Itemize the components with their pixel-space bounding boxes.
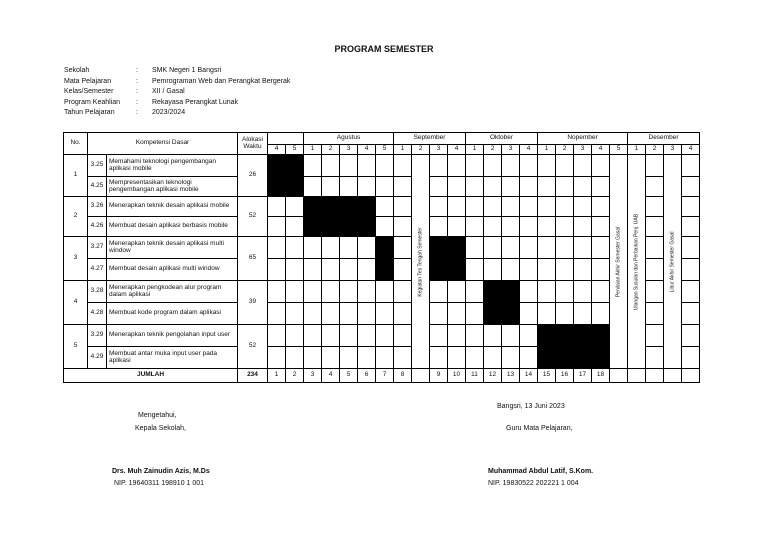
principal-role: Kepala Sekolah,	[135, 425, 186, 432]
week-cell	[394, 303, 412, 325]
week-cell	[268, 303, 286, 325]
header-week: 1	[538, 145, 556, 155]
header-month: Agustus	[304, 133, 394, 145]
competency-text: Membuat antar muka input user pada aplikasi	[107, 347, 238, 369]
acknowledged-label: Mengetahui,	[138, 412, 177, 419]
schedule-block	[484, 281, 520, 325]
week-cell	[268, 259, 286, 281]
header-week: 2	[412, 145, 430, 155]
week-cell	[502, 155, 520, 177]
week-cell	[322, 347, 340, 369]
week-cell	[394, 259, 412, 281]
week-cell	[484, 347, 502, 369]
week-cell	[394, 325, 412, 347]
header-week: 3	[340, 145, 358, 155]
week-cell	[466, 259, 484, 281]
week-cell	[268, 325, 286, 347]
week-cell	[358, 303, 376, 325]
header-week: 1	[466, 145, 484, 155]
week-cell	[646, 177, 664, 197]
week-cell	[502, 177, 520, 197]
week-cell	[556, 217, 574, 237]
week-cell	[484, 217, 502, 237]
header-allocation: Alokasi Waktu	[238, 133, 268, 155]
week-count: 18	[592, 369, 610, 383]
week-cell	[466, 217, 484, 237]
week-count: 9	[430, 369, 448, 383]
week-count: 5	[340, 369, 358, 383]
teacher-name: Muhammad Abdul Latif, S.Kom.	[488, 468, 594, 475]
week-cell	[340, 259, 358, 281]
week-cell	[376, 217, 394, 237]
final-assessment-label	[610, 155, 628, 369]
week-cell	[484, 177, 502, 197]
week-cell	[682, 325, 700, 347]
header-week: 5	[610, 145, 628, 155]
week-cell	[520, 177, 538, 197]
week-cell	[268, 281, 286, 303]
week-cell	[448, 197, 466, 217]
week-cell	[322, 237, 340, 259]
week-cell	[538, 197, 556, 217]
competency-text: Membuat desain aplikasi multi window	[107, 259, 238, 281]
week-count: 8	[394, 369, 412, 383]
week-cell	[340, 155, 358, 177]
week-cell	[592, 217, 610, 237]
week-cell	[556, 197, 574, 217]
week-cell	[304, 303, 322, 325]
week-cell	[358, 347, 376, 369]
week-cell	[340, 177, 358, 197]
competency-text: Membuat kode program dalam aplikasi	[107, 303, 238, 325]
week-cell	[484, 325, 502, 347]
mid-semester-test-label	[412, 155, 430, 369]
principal-nip: NIP. 19640311 198910 1 001	[114, 480, 205, 487]
week-cell	[592, 259, 610, 281]
week-count: 16	[556, 369, 574, 383]
week-cell	[682, 303, 700, 325]
week-cell	[520, 325, 538, 347]
week-cell	[322, 281, 340, 303]
teacher-role: Guru Mata Pelajaran,	[506, 425, 573, 432]
identity-table	[64, 66, 290, 119]
week-cell	[304, 155, 322, 177]
week-cell	[556, 237, 574, 259]
header-week: 2	[484, 145, 502, 155]
week-cell	[574, 237, 592, 259]
week-cell	[538, 281, 556, 303]
week-cell	[340, 325, 358, 347]
schedule-block	[538, 325, 610, 369]
week-cell	[466, 303, 484, 325]
group-number: 1	[64, 155, 88, 197]
header-week: 5	[286, 145, 304, 155]
header-week: 4	[268, 145, 286, 155]
week-cell	[394, 197, 412, 217]
competency-code: 3.27	[88, 237, 107, 259]
remedial-label-text: Ulangan Susulan dan Perbaikan Penj. UAB	[632, 213, 639, 310]
week-cell	[646, 217, 664, 237]
week-cell	[520, 237, 538, 259]
week-cell	[574, 217, 592, 237]
week-cell	[358, 281, 376, 303]
final-assessment-label-text: Penilaian Akhir Semester Gasal	[614, 226, 621, 297]
identity-value: Rekayasa Perangkat Lunak	[152, 98, 238, 106]
identity-row: Kelas/Semester : XII / Gasal	[64, 87, 290, 98]
week-cell	[304, 281, 322, 303]
week-cell	[286, 325, 304, 347]
competency-code: 4.27	[88, 259, 107, 281]
week-cell	[466, 237, 484, 259]
week-cell	[304, 325, 322, 347]
week-cell	[574, 177, 592, 197]
header-week: 1	[628, 145, 646, 155]
time-allocation: 26	[238, 155, 268, 197]
header-week: 2	[322, 145, 340, 155]
week-cell	[286, 259, 304, 281]
week-cell	[502, 237, 520, 259]
week-cell	[466, 155, 484, 177]
week-cell	[682, 281, 700, 303]
identity-value: Pemrograman Web dan Perangkat Bergerak	[152, 77, 291, 85]
week-cell	[394, 177, 412, 197]
week-cell	[592, 281, 610, 303]
time-allocation: 52	[238, 197, 268, 237]
week-cell	[430, 303, 448, 325]
week-cell	[358, 325, 376, 347]
week-cell	[574, 259, 592, 281]
week-cell	[574, 197, 592, 217]
week-cell	[286, 281, 304, 303]
header-week: 4	[520, 145, 538, 155]
week-count: 1	[268, 369, 286, 383]
week-cell	[430, 325, 448, 347]
week-cell	[646, 259, 664, 281]
week-cell	[538, 259, 556, 281]
week-cell	[538, 237, 556, 259]
week-cell	[358, 259, 376, 281]
week-cell	[358, 177, 376, 197]
week-cell	[340, 303, 358, 325]
week-cell	[322, 325, 340, 347]
competency-code: 4.26	[88, 217, 107, 237]
semester-schedule-table	[63, 132, 700, 383]
week-cell	[304, 237, 322, 259]
week-cell	[394, 281, 412, 303]
time-allocation: 52	[238, 325, 268, 369]
week-cell	[466, 325, 484, 347]
week-cell	[520, 259, 538, 281]
week-cell	[538, 303, 556, 325]
week-cell	[340, 347, 358, 369]
week-count: 17	[574, 369, 592, 383]
competency-code: 4.25	[88, 177, 107, 197]
week-count: 4	[322, 369, 340, 383]
week-cell	[538, 177, 556, 197]
week-cell	[304, 347, 322, 369]
principal-name: Drs. Muh Zainudin Azis, M.Ds	[112, 468, 210, 475]
week-cell	[430, 155, 448, 177]
header-week: 3	[574, 145, 592, 155]
competency-text: Menerapkan teknik desain aplikasi multi window	[107, 237, 238, 259]
week-cell	[484, 155, 502, 177]
week-cell	[448, 347, 466, 369]
week-cell	[376, 347, 394, 369]
week-cell	[286, 217, 304, 237]
week-cell	[448, 177, 466, 197]
week-cell	[376, 155, 394, 177]
semester-holiday-label-text: Libur Akhir Semester Gasal	[668, 231, 675, 292]
week-cell	[556, 177, 574, 197]
week-cell	[304, 177, 322, 197]
week-cell	[646, 303, 664, 325]
week-cell	[520, 347, 538, 369]
competency-code: 3.25	[88, 155, 107, 177]
week-cell	[340, 281, 358, 303]
week-cell	[448, 155, 466, 177]
week-cell	[682, 347, 700, 369]
week-cell	[646, 325, 664, 347]
week-cell	[556, 303, 574, 325]
week-cell	[556, 259, 574, 281]
mid-semester-test-label-text: Kegiatan Tes Tengah Semester	[416, 226, 423, 297]
identity-value: 2023/2024	[152, 109, 186, 116]
week-cell	[520, 303, 538, 325]
group-number: 2	[64, 197, 88, 237]
week-cell	[286, 237, 304, 259]
header-week: 5	[376, 145, 394, 155]
competency-text: Membuat desain aplikasi berbasis mobile	[107, 217, 238, 237]
week-cell	[538, 217, 556, 237]
week-cell	[430, 217, 448, 237]
week-cell	[448, 217, 466, 237]
remedial-label	[628, 155, 646, 369]
week-cell	[502, 197, 520, 217]
header-month: Nopember	[538, 133, 628, 145]
competency-code: 3.28	[88, 281, 107, 303]
week-count: 12	[484, 369, 502, 383]
place-date: Bangsri, 13 Juni 2023	[497, 403, 565, 410]
competency-text: Mempresentasikan teknologi pengembangan aplikasi mobile	[107, 177, 238, 197]
week-cell	[592, 197, 610, 217]
header-week: 2	[646, 145, 664, 155]
week-cell	[466, 347, 484, 369]
week-cell	[322, 259, 340, 281]
week-cell	[340, 237, 358, 259]
week-cell	[268, 217, 286, 237]
week-cell	[682, 237, 700, 259]
identity-key: Sekolah	[64, 67, 90, 74]
week-cell	[448, 325, 466, 347]
header-week: 1	[394, 145, 412, 155]
week-cell	[592, 237, 610, 259]
identity-value: XII / Gasal	[152, 88, 185, 95]
week-cell	[484, 197, 502, 217]
week-count: 10	[448, 369, 466, 383]
week-cell	[358, 155, 376, 177]
group-number: 3	[64, 237, 88, 281]
header-week: 1	[304, 145, 322, 155]
header-week: 3	[430, 145, 448, 155]
week-count: 7	[376, 369, 394, 383]
header-week: 3	[664, 145, 682, 155]
week-cell	[538, 155, 556, 177]
week-count: 6	[358, 369, 376, 383]
week-cell	[286, 197, 304, 217]
schedule-block	[376, 237, 394, 281]
week-cell	[304, 259, 322, 281]
week-cell	[268, 197, 286, 217]
identity-key: Program Keahlian	[64, 98, 121, 106]
week-cell	[376, 303, 394, 325]
week-cell	[430, 347, 448, 369]
week-cell	[574, 281, 592, 303]
identity-key: Mata Pelajaran	[64, 77, 112, 85]
week-cell	[682, 197, 700, 217]
week-cell	[592, 155, 610, 177]
group-number: 5	[64, 325, 88, 369]
identity-row: Sekolah : SMK Negeri 1 Bangsri	[64, 66, 290, 77]
week-cell	[556, 281, 574, 303]
schedule-block	[430, 237, 466, 281]
identity-key: Kelas/Semester	[64, 88, 114, 95]
identity-key: Tahun Pelajaran	[64, 109, 115, 116]
time-allocation: 65	[238, 237, 268, 281]
competency-code: 4.28	[88, 303, 107, 325]
header-month: Desember	[628, 133, 700, 145]
week-cell	[466, 281, 484, 303]
week-cell	[574, 303, 592, 325]
week-cell	[502, 217, 520, 237]
identity-row: Tahun Pelajaran : 2023/2024	[64, 108, 290, 119]
header-month: September	[394, 133, 466, 145]
week-cell	[682, 177, 700, 197]
week-cell	[574, 155, 592, 177]
week-cell	[358, 237, 376, 259]
header-week: 4	[448, 145, 466, 155]
week-cell	[394, 237, 412, 259]
teacher-nip: NIP. 19830522 202221 1 004	[488, 480, 579, 487]
competency-text: Memahami teknologi pengembangan aplikasi mobile	[107, 155, 238, 177]
competency-text: Menerapkan teknik desain aplikasi mobile	[107, 197, 238, 217]
semester-holiday-label	[664, 155, 682, 369]
week-cell	[646, 197, 664, 217]
time-allocation: 39	[238, 281, 268, 325]
week-count: 15	[538, 369, 556, 383]
week-cell	[682, 217, 700, 237]
week-count: 11	[466, 369, 484, 383]
week-cell	[376, 281, 394, 303]
header-week: 3	[502, 145, 520, 155]
week-cell	[286, 347, 304, 369]
week-count: 3	[304, 369, 322, 383]
week-cell	[484, 237, 502, 259]
week-cell	[268, 347, 286, 369]
identity-row: Program Keahlian : Rekayasa Perangkat Lunak	[64, 98, 290, 109]
group-number: 4	[64, 281, 88, 325]
total-value: 234	[238, 369, 268, 383]
week-cell	[394, 217, 412, 237]
week-cell	[376, 197, 394, 217]
header-month: Oktober	[466, 133, 538, 145]
week-cell	[466, 177, 484, 197]
week-cell	[430, 177, 448, 197]
header-competency: Kompetensi Dasar	[88, 133, 238, 155]
identity-row: Mata Pelajaran : Pemrograman Web dan Perangkat Bergerak	[64, 77, 290, 88]
week-cell	[502, 325, 520, 347]
competency-code: 4.29	[88, 347, 107, 369]
week-cell	[430, 197, 448, 217]
week-count: 14	[520, 369, 538, 383]
week-count: 13	[502, 369, 520, 383]
week-cell	[520, 281, 538, 303]
schedule-block	[268, 155, 304, 197]
week-cell	[448, 281, 466, 303]
week-cell	[430, 281, 448, 303]
week-cell	[592, 177, 610, 197]
total-label: JUMLAH	[64, 369, 238, 383]
week-cell	[484, 259, 502, 281]
week-count: 2	[286, 369, 304, 383]
week-cell	[376, 177, 394, 197]
week-cell	[646, 347, 664, 369]
week-cell	[376, 325, 394, 347]
week-cell	[502, 347, 520, 369]
header-no: No.	[64, 133, 88, 155]
header-week: 4	[682, 145, 700, 155]
week-cell	[268, 237, 286, 259]
competency-text: Menerapkan pengkodean alur program dalam aplikasi	[107, 281, 238, 303]
competency-code: 3.26	[88, 197, 107, 217]
identity-value: SMK Negeri 1 Bangsri	[152, 67, 222, 74]
week-cell	[682, 259, 700, 281]
week-cell	[646, 281, 664, 303]
header-week: 4	[358, 145, 376, 155]
week-cell	[322, 177, 340, 197]
header-week: 4	[592, 145, 610, 155]
week-cell	[682, 155, 700, 177]
week-cell	[520, 197, 538, 217]
competency-code: 3.29	[88, 325, 107, 347]
header-week: 2	[556, 145, 574, 155]
week-cell	[448, 303, 466, 325]
week-cell	[520, 155, 538, 177]
week-cell	[286, 303, 304, 325]
week-cell	[394, 347, 412, 369]
week-cell	[322, 303, 340, 325]
week-cell	[466, 197, 484, 217]
week-cell	[556, 155, 574, 177]
week-cell	[322, 155, 340, 177]
competency-text: Menerapkan teknik pengolahan input user	[107, 325, 238, 347]
schedule-block	[304, 197, 376, 237]
week-cell	[646, 237, 664, 259]
week-cell	[394, 155, 412, 177]
page-title: PROGRAM SEMESTER	[334, 44, 434, 54]
week-cell	[646, 155, 664, 177]
week-cell	[520, 217, 538, 237]
week-cell	[592, 303, 610, 325]
week-cell	[502, 259, 520, 281]
